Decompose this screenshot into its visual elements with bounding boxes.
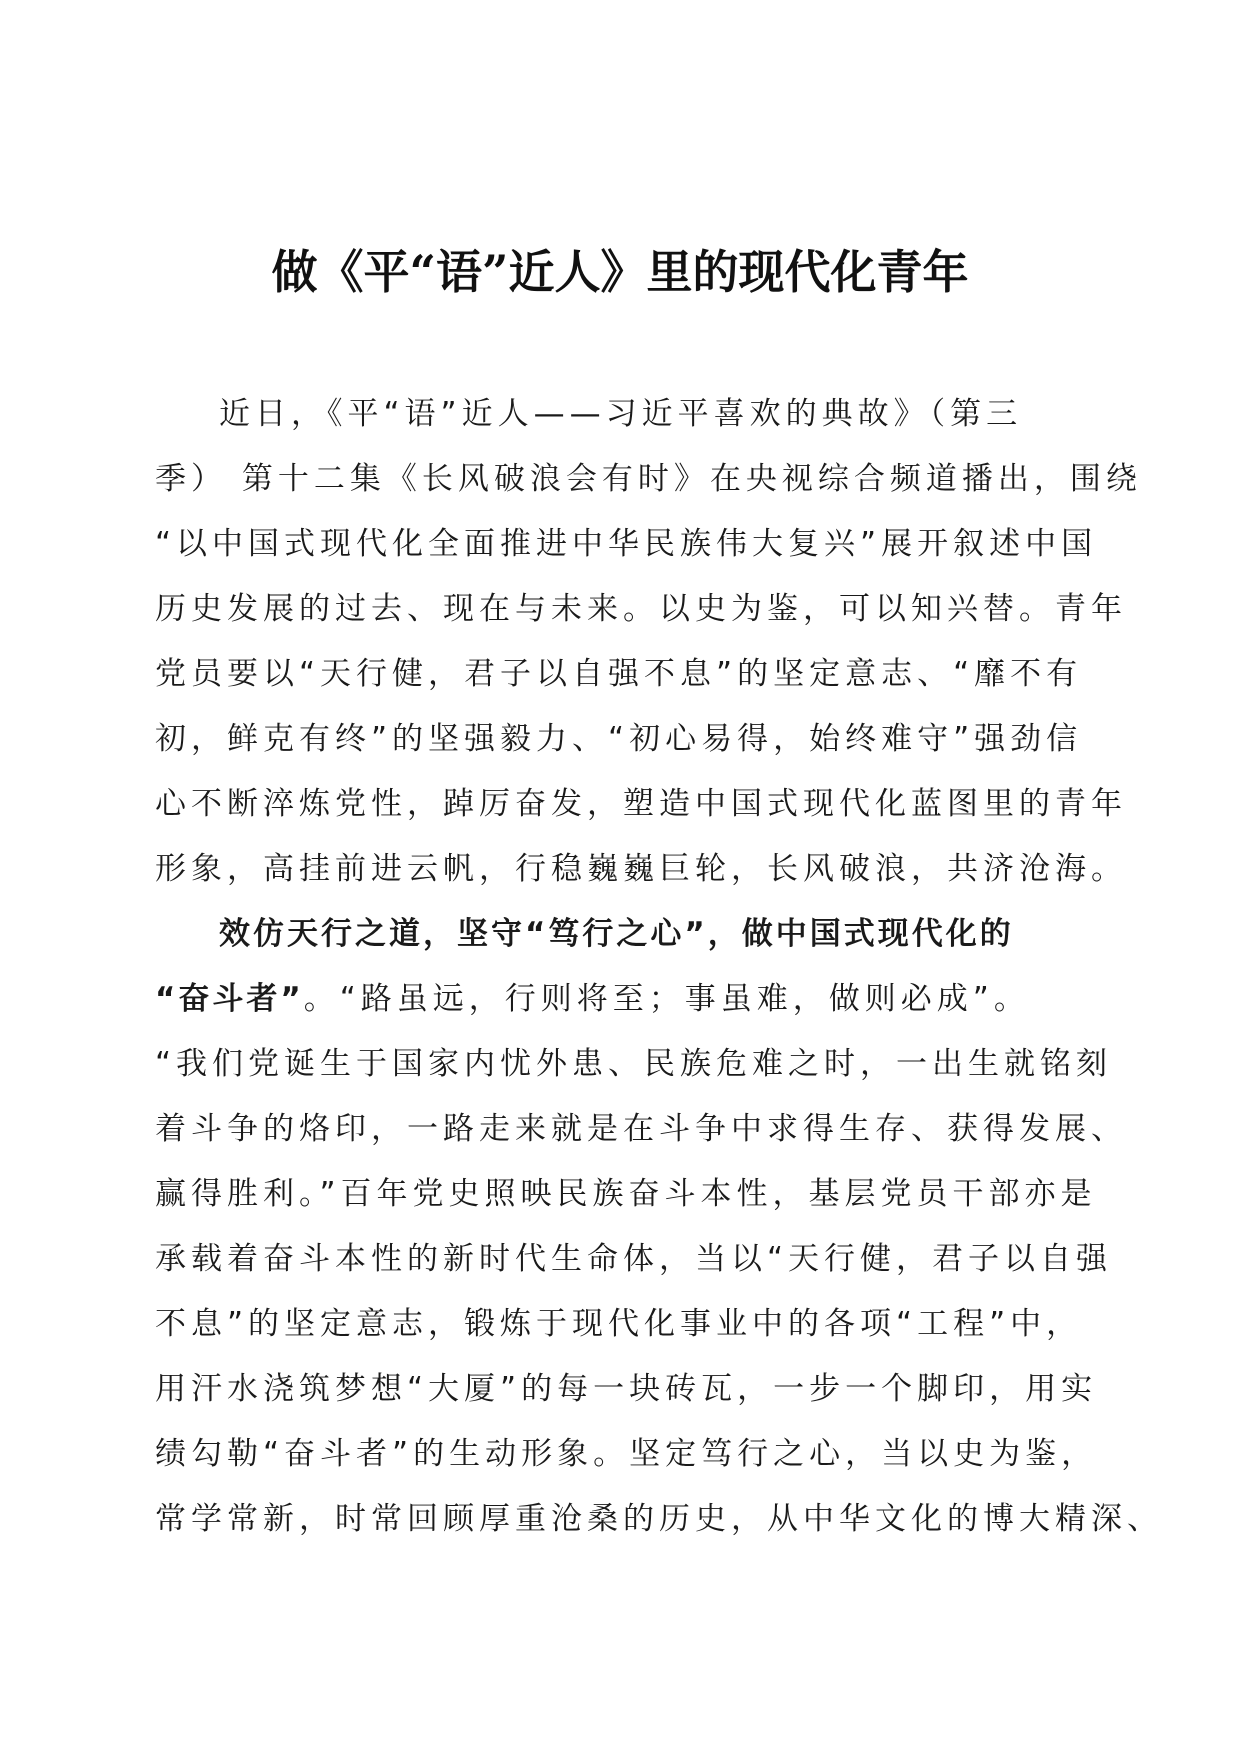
paragraph-line: 不息”的坚定意志，锻炼于现代化事业中的各项“工程”中，	[155, 1306, 1083, 1342]
paragraph-line: 承载着奋斗本性的新时代生命体，当以“天行健，君子以自强	[155, 1241, 1113, 1277]
paragraph-line: 历史发展的过去、现在与未来。以史为鉴，可以知兴替。青年	[155, 591, 1127, 627]
paragraph-line: “我们党诞生于国家内忧外患、民族危难之时，一出生就铭刻	[155, 1046, 1113, 1082]
section-heading-continuation	[155, 967, 1085, 1032]
paragraph-line: 党员要以“天行健，君子以自强不息”的坚定意志、“靡不有	[155, 656, 1083, 692]
paragraph-line: 绩勾勒“奋斗者”的生动形象。坚定笃行之心，当以史为鉴，	[155, 1436, 1098, 1472]
paragraph-line: 形象，高挂前进云帆，行稳巍巍巨轮，长风破浪，共济沧海。	[155, 851, 1127, 887]
paragraph-line: “以中国式现代化全面推进中华民族伟大复兴”展开叙述中国	[155, 526, 1098, 562]
paragraph-line: 近日，《平“语”近人——习近平喜欢的典故》（第三	[219, 396, 1023, 432]
paragraph-line: 季） 第十二集《长风破浪会有时》在央视综合频道播出，围绕	[155, 461, 1142, 497]
paragraph-line: 心不断淬炼党性，踔厉奋发，塑造中国式现代化蓝图里的青年	[155, 786, 1127, 822]
document-title: 做《平“语”近人》里的现代化青年	[271, 245, 969, 299]
quote-text: 。“路虽远，行则将至；事虽难，做则必成”。	[303, 981, 1030, 1017]
paragraph-line: 用汗水浇筑梦想“大厦”的每一块砖瓦，一步一个脚印，用实	[155, 1371, 1098, 1407]
section-heading: 效仿天行之道，坚守“笃行之心”，做中国式现代化的	[219, 916, 1014, 952]
document-body	[155, 382, 1163, 1552]
paragraph-line: 赢得胜利。”百年党史照映民族奋斗本性，基层党员干部亦是	[155, 1176, 1097, 1212]
section-heading-tail: “奋斗者”	[155, 981, 304, 1017]
paragraph-line: 初，鲜克有终”的坚强毅力、“初心易得，始终难守”强劲信	[155, 721, 1083, 757]
paragraph-line: 常学常新，时常回顾厚重沧桑的历史，从中华文化的博大精深、	[155, 1501, 1163, 1537]
paragraph-line: 着斗争的烙印，一路走来就是在斗争中求得生存、获得发展、	[155, 1111, 1127, 1147]
